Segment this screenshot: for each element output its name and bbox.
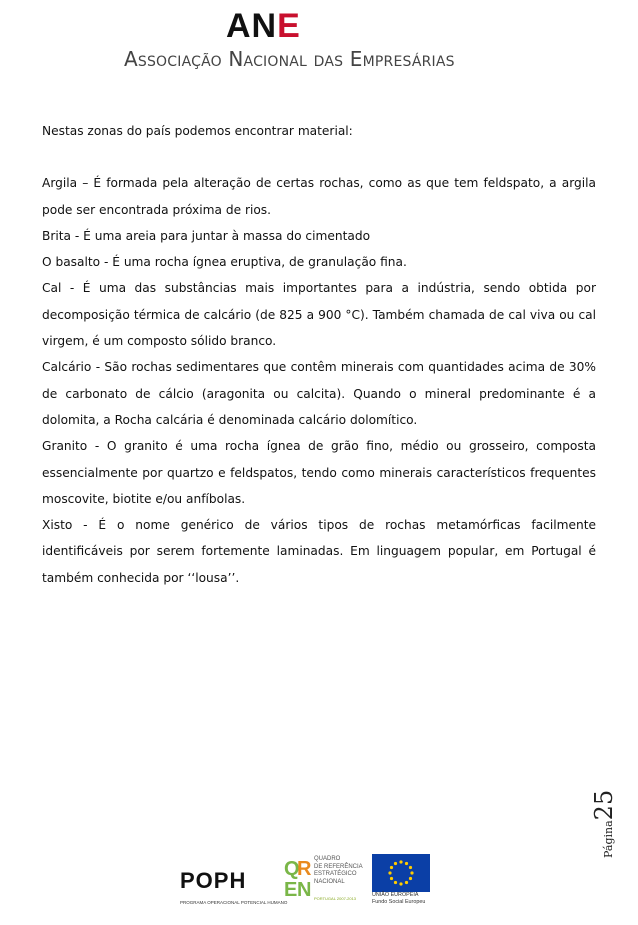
qren-line-4: NACIONAL [314,878,345,885]
poph-logo-text: POPH [180,868,247,893]
qren-text [314,856,363,886]
page-number-label: Página [602,820,615,858]
organization-name: Associação Nacional das Empresárias [124,47,455,71]
eu-line-1: UNIÃO EUROPEIA [372,892,419,898]
intro-paragraph: Nestas zonas do país podemos encontrar material: [42,124,353,138]
eu-flag-icon [372,854,430,892]
qren-letter-n: N [297,879,312,901]
page-footer [0,852,638,912]
eu-text [372,892,425,906]
paragraph-argila: Argila – É formada pela alteração de certas rochas, como as que tem feldspato, a argila pode ser encontrada próxima de rios. [42,176,596,217]
qren-letters [284,858,310,902]
qren-line-3: ESTRATÉGICO [314,871,357,877]
paragraph-calcario: Calcário - São rochas sedimentares que contêm minerais com quantidades acima de 30% de carbonato de cálcio (aragonita ou calcita). Quando o mineral predominante é a dolomita, a Rocha calcária é denominada calcário dolomítico. [42,360,596,427]
qren-letter-e: E [284,879,298,901]
document-body [42,118,596,591]
paragraph-granito: Granito - O granito é uma rocha ígnea de grão fino, médio ou grosseiro, composta essencialmente por quartzo e feldspatos, tendo como minerais característicos frequentes moscovite, biotite e/ou anfíbolas. [42,439,596,506]
qren-line-1: QUADRO [314,856,341,862]
poph-subtitle: PROGRAMA OPERACIONAL POTENCIAL HUMANO [180,900,288,905]
poph-logo [180,858,288,906]
paragraph-brita: Brita - É uma areia para juntar à massa do cimentado [42,228,371,243]
page-header [0,0,638,90]
page-number-value: 25 [590,789,618,821]
qren-logo [284,856,364,908]
eu-logo [372,854,442,908]
eu-line-2: Fundo Social Europeu [372,899,426,905]
qren-line-2: DE REFERÊNCIA [314,863,363,870]
paragraph-xisto: Xisto - É o nome genérico de vários tipos de rochas metamórficas facilmente identificáveis por serem fortemente laminadas. Em linguagem popular, em Portugal é também conhecida por ‘‘lousa’’. [42,518,596,585]
logo-acronym: AN [226,7,278,45]
page-number [586,780,620,860]
paragraph-basalto: O basalto - É uma rocha ígnea eruptiva, de granulação fina. [42,255,407,270]
qren-subtitle: PORTUGAL 2007-2013 [314,896,357,901]
qren-letter-q: Q [284,858,300,880]
logo-acronym-accent: E [277,7,301,45]
ane-logo [226,8,301,44]
paragraph-cal: Cal - É uma das substâncias mais importantes para a indústria, sendo obtida por decomposição térmica de calcário (de 825 a 900 °C). Também chamada de cal viva ou cal virgem, é um composto sólido branco. [42,281,596,349]
qren-letter-r: R [297,858,312,880]
